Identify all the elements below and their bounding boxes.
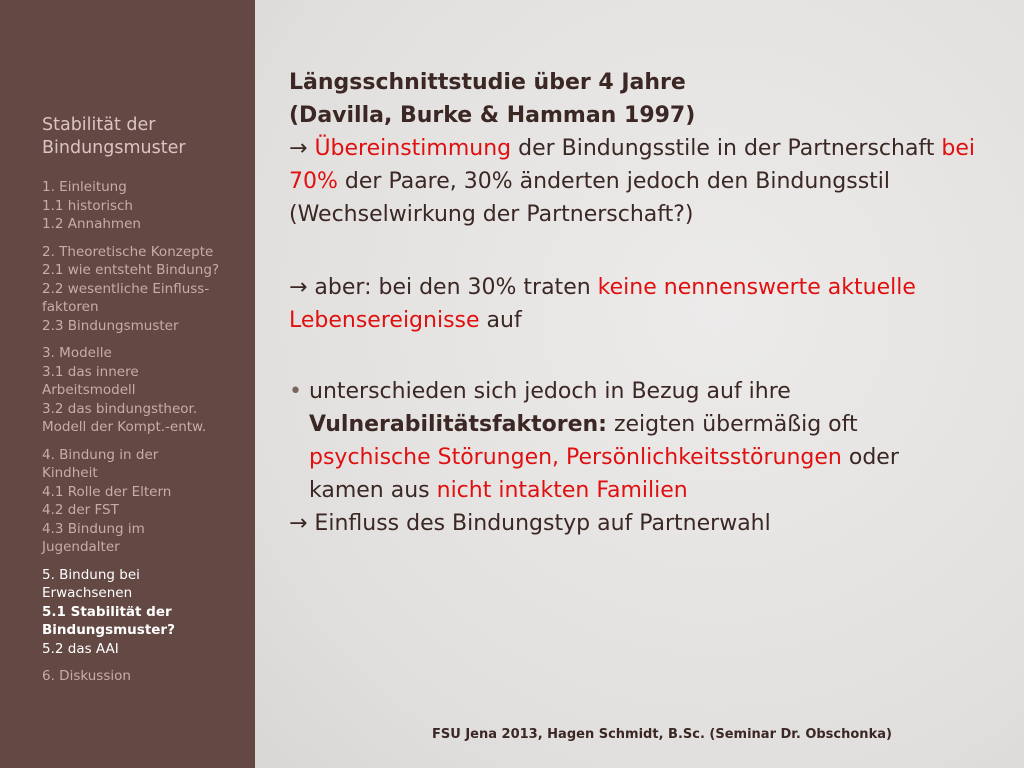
slide-footer: FSU Jena 2013, Hagen Schmidt, B.Sc. (Seminar Dr. Obschonka) bbox=[432, 727, 892, 742]
paragraph-text: der Paare, 30% änderten jedoch den Bindungsstil (Wechselwirkung der Partnerschaft?) bbox=[289, 169, 891, 227]
toc-item: 2.2 wesentliche Einfluss- bbox=[42, 280, 210, 297]
toc-item: 3. Modelle bbox=[42, 345, 112, 361]
toc-item-current: 5.1 Stabilität der bbox=[42, 603, 172, 620]
heading-line2: (Davilla, Burke & Hamman 1997) bbox=[289, 103, 696, 128]
highlight-text: nicht intakten Familien bbox=[436, 478, 688, 503]
bullet-vulnerability bbox=[289, 375, 979, 507]
toc-item: Jugendalter bbox=[42, 539, 120, 555]
sidebar-title-line2: Bindungsmuster bbox=[42, 138, 186, 158]
toc-group-2 bbox=[42, 243, 252, 336]
paragraph-text: aber: bei den 30% traten bbox=[307, 275, 598, 300]
toc-item: 4.2 der FST bbox=[42, 502, 119, 518]
slide-content bbox=[289, 66, 979, 540]
paragraph-text: zeigten übermäßig oft bbox=[606, 412, 858, 437]
toc-item: 6. Diskussion bbox=[42, 668, 131, 684]
arrow-right-icon: → bbox=[289, 511, 308, 536]
paragraph-text: der Bindungsstile in der Partnerschaft bbox=[511, 136, 942, 161]
toc-group-4 bbox=[42, 446, 252, 557]
arrow-right-icon: → bbox=[289, 136, 308, 161]
heading-line1: Längsschnittstudie über 4 Jahre bbox=[289, 70, 686, 95]
paragraph-text: oder kamen aus bbox=[309, 445, 899, 503]
toc-item: 2. Theoretische Konzepte bbox=[42, 243, 214, 260]
sidebar-title bbox=[42, 114, 242, 160]
toc-item: 4. Bindung in der bbox=[42, 446, 159, 463]
paragraph-agreement bbox=[289, 132, 979, 231]
table-of-contents bbox=[42, 178, 252, 695]
toc-item: Arbeitsmodell bbox=[42, 382, 136, 398]
highlight-text: Übereinstimmung bbox=[314, 136, 512, 161]
paragraph-text: unterschieden sich jedoch in Bezug auf ihre bbox=[309, 379, 791, 404]
toc-item: 3.1 das innere bbox=[42, 363, 139, 380]
toc-item: Kindheit bbox=[42, 465, 98, 481]
toc-item-current: Bindungsmuster? bbox=[42, 622, 175, 638]
toc-item: 2.1 wie entsteht Bindung? bbox=[42, 262, 220, 278]
toc-item: 3.2 das bindungstheor. bbox=[42, 400, 198, 417]
toc-group-6 bbox=[42, 667, 252, 686]
toc-item: 4.1 Rolle der Eltern bbox=[42, 483, 172, 500]
toc-item-active: 5.2 das AAI bbox=[42, 640, 119, 657]
toc-item: 1.1 historisch bbox=[42, 197, 133, 214]
arrow-right-icon: → bbox=[289, 275, 308, 300]
paragraph-however bbox=[289, 271, 979, 337]
toc-item: Modell der Kompt.-entw. bbox=[42, 419, 207, 435]
paragraph-influence bbox=[289, 507, 979, 540]
toc-item: faktoren bbox=[42, 299, 99, 315]
toc-group-5 bbox=[42, 566, 252, 659]
paragraph-text: Einfluss des Bindungstyp auf Partnerwahl bbox=[307, 511, 771, 536]
toc-item: 1. Einleitung bbox=[42, 179, 127, 195]
highlight-text: bei 70% bbox=[289, 136, 976, 194]
sidebar-title-line1: Stabilität der bbox=[42, 115, 156, 135]
toc-item: 2.3 Bindungsmuster bbox=[42, 317, 179, 334]
bold-term: Vulnerabilitätsfaktoren: bbox=[309, 412, 607, 437]
toc-item-active: 5. Bindung bei bbox=[42, 566, 140, 583]
toc-group-3 bbox=[42, 344, 252, 437]
toc-item: 4.3 Bindung im bbox=[42, 520, 145, 537]
highlight-text: psychische Störungen, Persönlichkeitsstörungen bbox=[309, 445, 842, 470]
toc-item-active: Erwachsenen bbox=[42, 585, 133, 601]
highlight-text: keine nennenswerte aktuelle Lebensereignisse bbox=[289, 275, 916, 333]
slide-heading bbox=[289, 66, 979, 132]
bullet-icon: • bbox=[289, 379, 302, 404]
toc-group-1 bbox=[42, 178, 252, 234]
toc-item: 1.2 Annahmen bbox=[42, 216, 141, 232]
paragraph-text: auf bbox=[479, 308, 522, 333]
sidebar bbox=[0, 0, 255, 768]
